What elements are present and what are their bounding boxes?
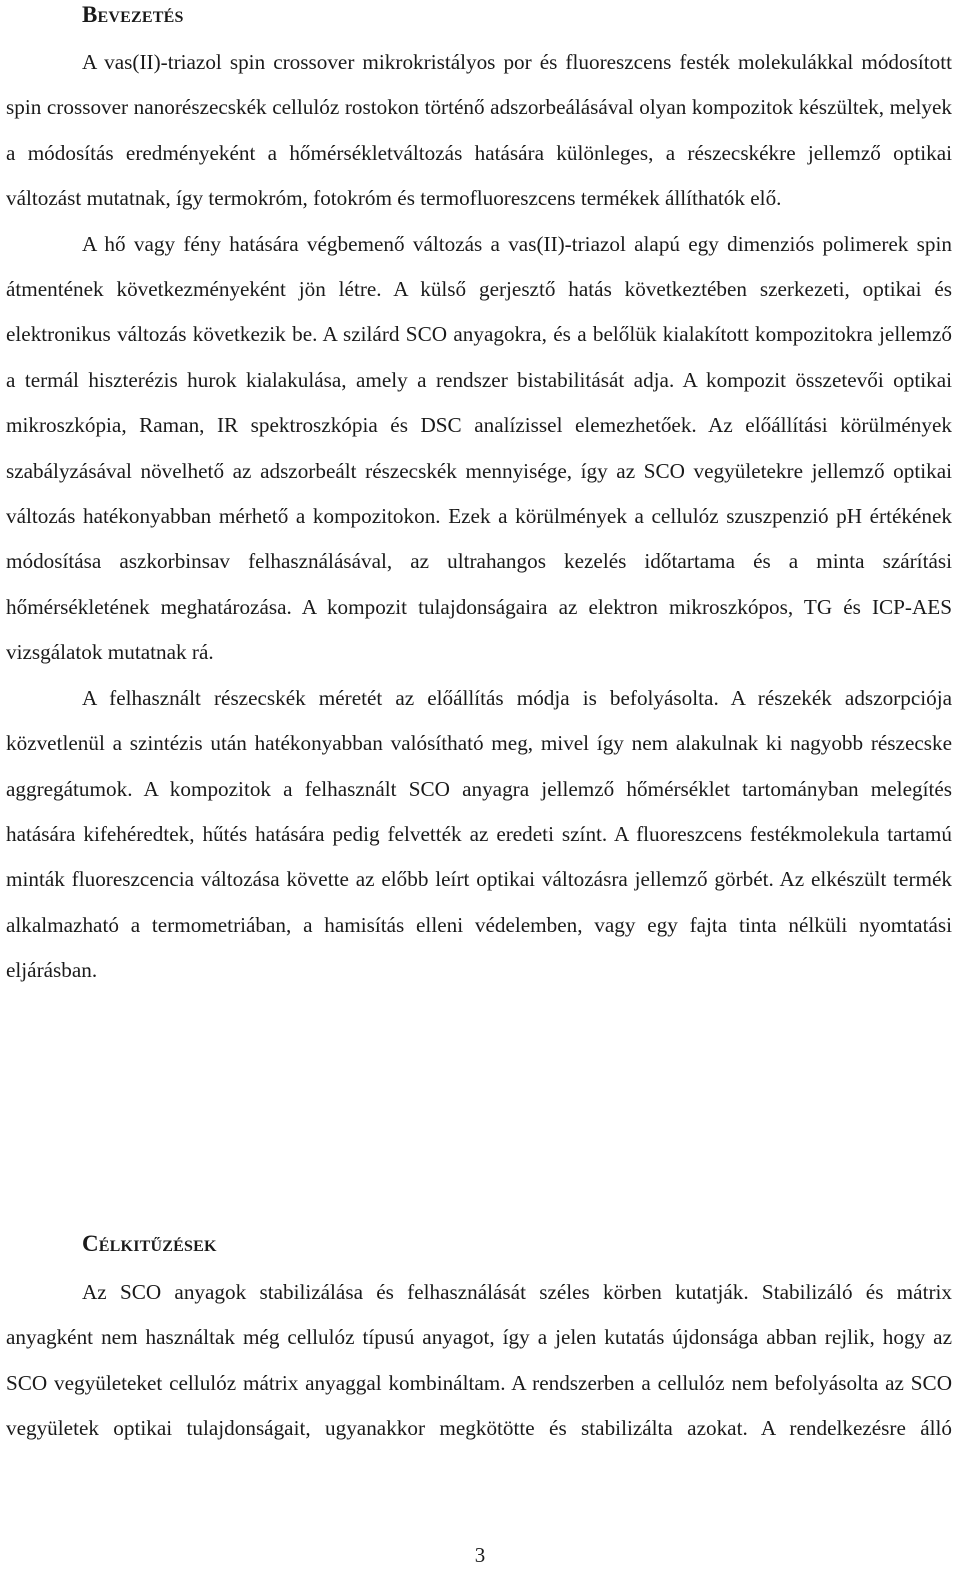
intro-paragraph-2: A hő vagy fény hatására végbemenő változás a vas(II)-triazol alapú egy dimenziós polimerek spin átmentének következményeként jön létre. A külső gerjesztő hatás következtében szerkezeti, optikai és elektronikus változás következik be. A szilárd SCO anyagokra, és a belőlük kialakított kompozitokra jellemző a termál hiszterézis hurok kialakulása, amely a rendszer bistabilitását adja. A kompozit összetevői optikai mikroszkópia, Raman, IR spektroszkópia és DSC analízissel elemezhetőek. Az előállítási körülmények szabályzásával növelhető az adszorbeált részecskék mennyisége, így az SCO vegyületekre jellemző optikai változás hatékonyabban mérhető a kompozitokon. Ezek a körülmények a cellulóz szuszpenzió pH értékének módosítása aszkorbinsav felhasználásával, az ultrahangos kezelés időtartama és a minta szárítási hőmérsékletének meghatározása. A kompozit tulajdonságaira az elektron mikroszkópos, TG és ICP-AES vizsgálatok mutatnak rá. xyxy=(6,231,952,665)
goals-body xyxy=(6,1270,952,1452)
goals-paragraph-1: Az SCO anyagok stabilizálása és felhasználását széles körben kutatják. Stabilizáló és mátrix anyagként nem használtak még cellulóz típusú anyagot, így a jelen kutatás újdonsága abban rejlik, hogy az SCO vegyületeket cellulóz mátrix anyaggal kombináltam. A rendszerben a cellulóz nem befolyásolta az SCO vegyületek optikai tulajdonságait, ugyanakkor megkötötte és stabilizálta azokat. A rendelkezésre álló xyxy=(6,1280,952,1441)
intro-body xyxy=(6,40,952,994)
page-number: 3 xyxy=(474,1543,486,1567)
section-heading-intro: Bevezetés xyxy=(82,2,184,27)
section-heading-goals: Célkitűzések xyxy=(82,1231,217,1256)
intro-paragraph-3: A felhasznált részecskék méretét az előállítás módja is befolyásolta. A részekék adszorpciója közvetlenül a szintézis után hatékonyabban valósítható meg, mivel így nem alakulnak ki nagyobb részecske aggregátumok. A kompozitok a felhasznált SCO anyagra jellemző hőmérséklet tartományban melegítés hatására kifehéredtek, hűtés hatására pedig felvették az eredeti színt. A fluoreszcens festékmolekula tartamú minták fluoreszcencia változása követte az előbb leírt optikai változásra jellemző görbét. Az elkészült termék alkalmazható a termometriában, a hamisítás elleni védelemben, vagy egy fajta tinta nélküli nyomtatási eljárásban. xyxy=(6,685,952,983)
intro-paragraph-1: A vas(II)-triazol spin crossover mikrokristályos por és fluoreszcens festék molekulákkal módosított spin crossover nanorészecskék cellulóz rostokon történő adszorbeálásával olyan kompozitok készültek, melyek a módosítás eredményeként a hőmérsékletváltozás hatására különleges, a részecskékre jellemző optikai változást mutatnak, így termokróm, fotokróm és termofluoreszcens termékek állíthatók elő. xyxy=(6,50,952,211)
